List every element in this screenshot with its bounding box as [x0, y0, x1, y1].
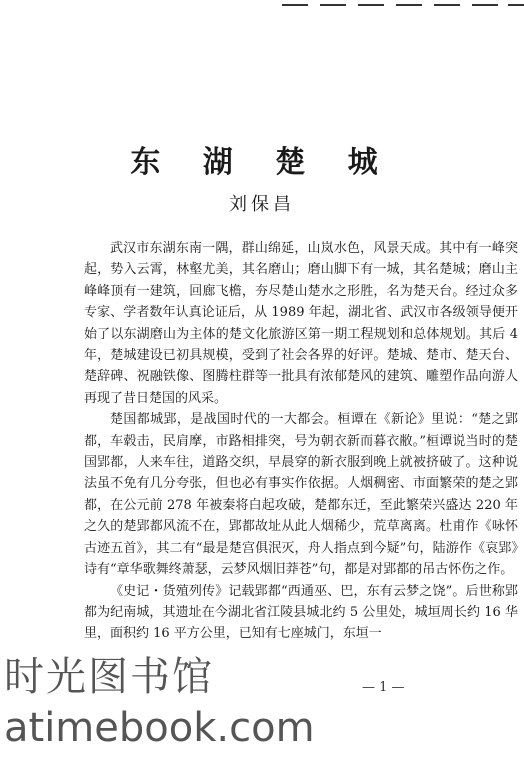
watermark-chinese: 时光图书馆 — [4, 654, 214, 700]
dash — [508, 4, 524, 6]
document-title: 东 湖 楚 城 — [130, 145, 394, 180]
watermark-url: atimebook.com — [4, 705, 315, 751]
dash — [320, 4, 346, 6]
document-body — [84, 238, 518, 645]
dash — [472, 4, 498, 6]
document-author: 刘保昌 — [229, 194, 295, 215]
page-number: — 1 — — [362, 680, 405, 695]
paragraph: 武汉市东湖东南一隅，群山绵延，山岚水色，风景天成。其中有一峰突起，势入云霄，林壑尤美，其名磨山；磨山脚下有一城，其名楚城；磨山主峰峰顶有一建筑，回廊飞檐，夯尽楚山楚水之形胜，名为楚天台。经过众多专家、学者数年认真论证后，从 1989 年起，湖北省、武汉市各级领导便开始了以东湖磨山为主体的楚文化旅游区第一期工程规划和总体规划。其后 4 年，楚城建设已初具规模，受到了社会各界的好评。楚城、楚市、楚天台、楚辞碑、祝融铁像、图腾柱群等一批具有浓郁楚风的建筑、雕塑作品向游人再现了昔日楚国的风采。 — [84, 241, 518, 406]
site-watermark — [0, 652, 315, 754]
dash — [434, 4, 460, 6]
paragraph: 楚国都城郢，是战国时代的一大都会。桓谭在《新论》里说：“楚之郢都，车毂击，民肩摩，市路相排突，号为朝衣新而暮衣敝。”桓谭说当时的楚国郢都，人来车往，道路交织，早晨穿的新衣服到晚上就被挤破了。这种说法虽不免有几分夸张，但也必有事实作依据。人烟稠密、市面繁荣的楚之郢都，在公元前 278 年被秦将白起攻破，楚都东迁，至此繁荣兴盛达 220 年之久的楚郢都风流不在，郢都故址从此人烟稀少，荒草离离。杜甫作《咏怀古迹五首》，其二有“最是楚宫俱泯灭，舟人指点到今疑”句，陆游作《哀郢》诗有“章华歌舞终萧瑟，云梦风烟旧莽苍”句，都是对郢都的吊古怀伤之作。 — [84, 412, 518, 578]
dash — [358, 4, 384, 6]
dash — [396, 4, 422, 6]
top-edge-dashes — [282, 4, 524, 12]
dash — [282, 4, 308, 6]
paragraph: 《史记・货殖列传》记载郢都“西通巫、巴，东有云梦之饶”。后世称郢都为纪南城，其遗址在今湖北省江陵县城北约 5 公里处，城垣周长约 16 华里，面积约 16 平方公里，已知有七座城门，东垣一 — [84, 583, 518, 642]
